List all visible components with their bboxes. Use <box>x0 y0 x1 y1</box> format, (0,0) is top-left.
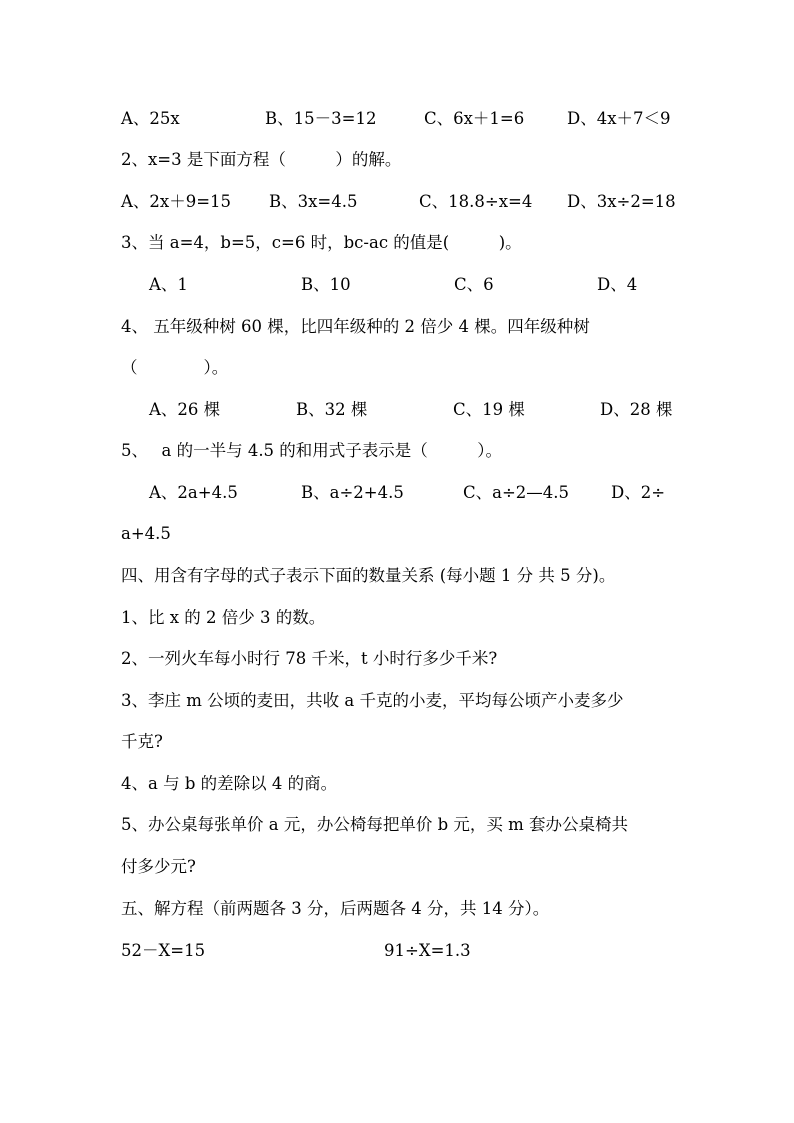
q4-option-c: C、19 棵 <box>453 400 525 419</box>
section4-item-3-line2: 千克? <box>121 732 163 751</box>
q2-option-d: D、3x÷2=18 <box>567 192 676 211</box>
equation-1: 52－X=15 <box>121 941 206 960</box>
q5-option-a: A、2a+4.5 <box>149 483 238 502</box>
section4-item-4: 4、a 与 b 的差除以 4 的商。 <box>121 774 338 793</box>
q2-option-b: B、3x=4.5 <box>269 192 358 211</box>
q3-option-b: B、10 <box>301 275 351 294</box>
q2-stem: 2、x=3 是下面方程（ ）的解。 <box>121 150 402 169</box>
q3-option-a: A、1 <box>149 275 188 294</box>
q3-option-d: D、4 <box>597 275 638 294</box>
q3-option-c: C、6 <box>454 275 494 294</box>
section5-title: 五、解方程（前两题各 3 分，后两题各 4 分，共 14 分）。 <box>121 899 550 918</box>
section4-item-5-line1: 5、办公桌每张单价 a 元，办公椅每把单价 b 元，买 m 套办公桌椅共 <box>121 815 629 834</box>
q4-option-d: D、28 棵 <box>600 400 673 419</box>
q2-option-a: A、2x＋9=15 <box>121 192 232 211</box>
q5-option-c: C、a÷2—4.5 <box>463 483 570 502</box>
q1-option-a: A、25x <box>121 109 180 128</box>
section4-item-1: 1、比 x 的 2 倍少 3 的数。 <box>121 608 326 627</box>
q4-option-a: A、26 棵 <box>149 400 221 419</box>
q5-option-d-continued: a+4.5 <box>121 524 171 543</box>
section4-item-2: 2、一列火车每小时行 78 千米，t 小时行多少千米? <box>121 649 498 668</box>
q4-option-b: B、32 棵 <box>296 400 368 419</box>
section4-item-3-line1: 3、李庄 m 公顷的麦田，共收 a 千克的小麦，平均每公顷产小麦多少 <box>121 691 624 710</box>
q4-stem-line2: （ ）。 <box>121 358 229 377</box>
q5-option-d: D、2÷ <box>611 483 666 502</box>
q3-stem: 3、当 a=4，b=5，c=6 时，bc-ac 的值是( )。 <box>121 233 522 252</box>
section4-title: 四、用含有字母的式子表示下面的数量关系 (每小题 1 分 共 5 分)。 <box>121 566 616 585</box>
q1-option-d: D、4x＋7＜9 <box>567 109 671 128</box>
q5-stem: 5、 a 的一半与 4.5 的和用式子表示是（ ）。 <box>121 441 503 460</box>
q5-option-b: B、a÷2+4.5 <box>301 483 404 502</box>
q2-option-c: C、18.8÷x=4 <box>419 192 533 211</box>
q4-stem-line1: 4、 五年级种树 60 棵，比四年级种的 2 倍少 4 棵。四年级种树 <box>121 317 590 336</box>
equation-2: 91÷X=1.3 <box>384 941 471 960</box>
q1-option-c: C、6x＋1=6 <box>424 109 525 128</box>
section4-item-5-line2: 付多少元? <box>121 857 196 876</box>
q1-option-b: B、15－3=12 <box>265 109 377 128</box>
